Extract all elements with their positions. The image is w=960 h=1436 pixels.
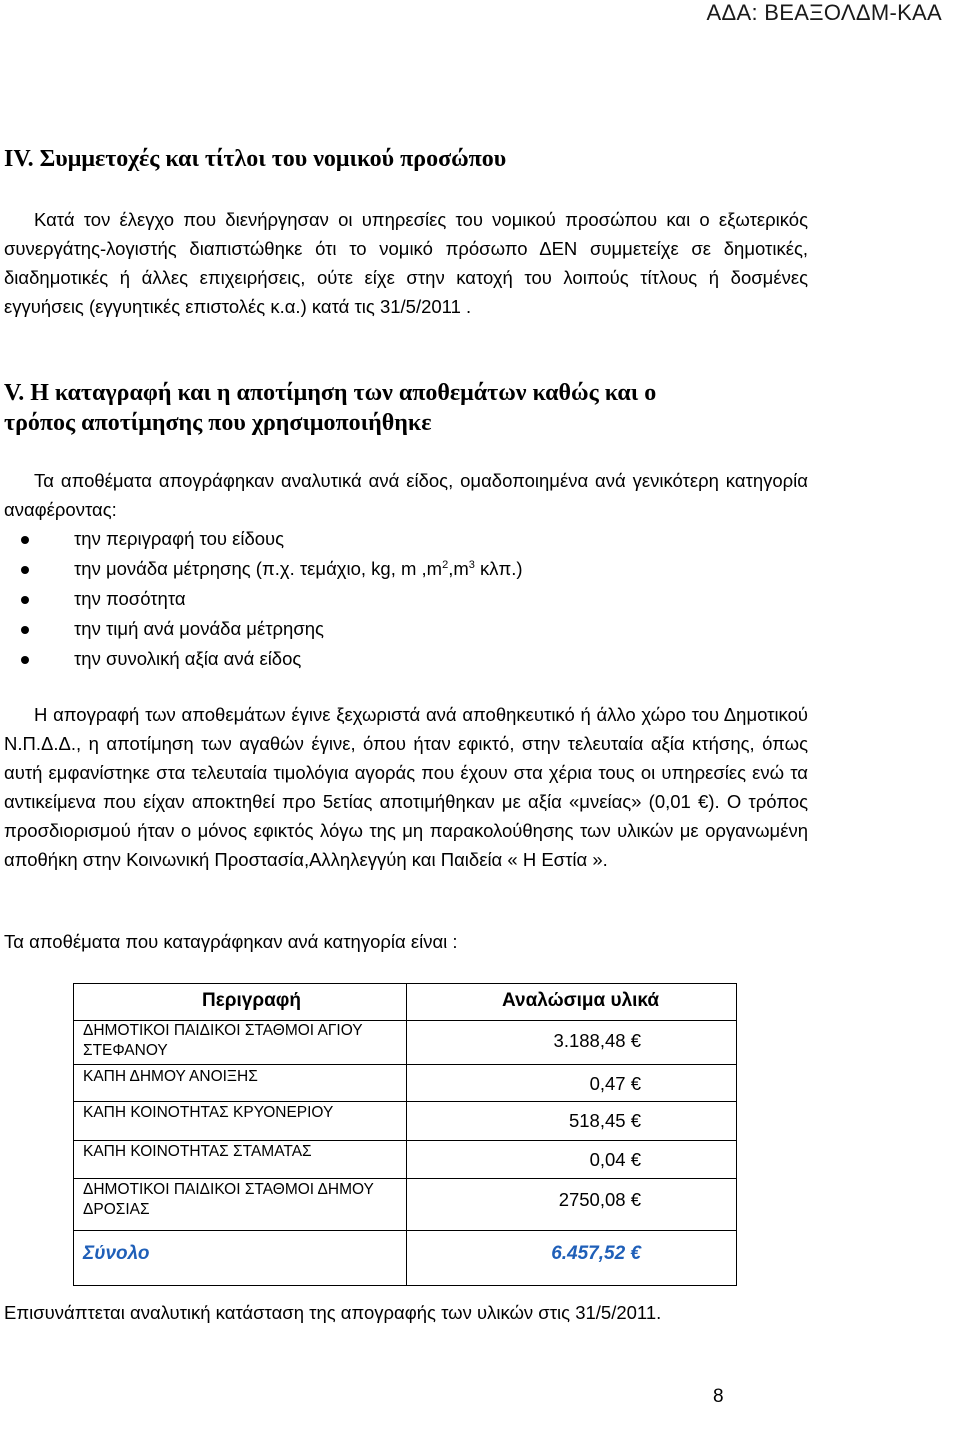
bullet-icon [21,536,29,544]
bullet-icon [21,626,29,634]
inventory-table [73,983,737,1286]
column-header-consumables: Αναλώσιμα υλικά [502,990,660,1011]
section-5-body: Η απογραφή των αποθεμάτων έγινε ξεχωριστά ανά αποθηκευτικό ή άλλο χώρο του Δημοτικού Ν.Π.Δ.Δ., η αποτίμηση των αγαθών έγινε, όπου ήταν εφικτό, στην τελευταία αξία κτήσης, όπως αυτή εμφανίστηκε στα τελευταία τιμολόγια αγοράς που έχουν στα χέρια τους οι υπηρεσίες ενώ τα αντικείμενα που είχαν αποκτηθεί προ 5ετίας αποτιμήθηκαν με αξία «μνείας» (0,01 €). Ο τρόπος προσδιορισμού ήταν ο μόνος εφικτός λόγω της μη παρακολούθησης των υλικών με οργανωμένη αποθήκη στην Κοινωνική Προστασία,Αλληλεγγύη και Παιδεία « Η Εστία ». [4,704,808,870]
row-value: 0,04 € [589,1149,641,1170]
list-item: την τιμή ανά μονάδα μέτρησης [4,614,523,644]
attachment-note: Επισυνάπτεται αναλυτική κατάσταση της απογραφής των υλικών στις 31/5/2011. [4,1302,662,1323]
row-description: ΚΑΠΗ ΔΗΜΟΥ ΑΝΟΙΞΗΣ [83,1068,258,1085]
row-description: ΚΑΠΗ ΚΟΙΝΟΤΗΤΑΣ ΣΤΑΜΑΤΑΣ [83,1143,312,1160]
row-description: ΔΗΜΟΤΙΚΟΙ ΠΑΙΔΙΚΟΙ ΣΤΑΘΜΟΙ ΑΓΙΟΥ ΣΤΕΦΑΝΟΥ [83,1022,363,1059]
row-description: ΔΗΜΟΤΙΚΟΙ ΠΑΙΔΙΚΟΙ ΣΤΑΘΜΟΙ ΔΗΜΟΥ ΔΡΟΣΙΑΣ [83,1181,374,1218]
ada-code: ΑΔΑ: ΒΕΑΞΟΛΔΜ-ΚΑΑ [706,0,942,25]
bullet-icon [21,656,29,664]
section-5-title-line1: V. Η καταγραφή και η αποτίμηση των αποθεμάτων καθώς και ο [4,380,657,406]
categories-intro: Τα αποθέματα που καταγράφηκαν ανά κατηγορία είναι : [4,931,458,952]
row-value: 2750,08 € [558,1189,641,1210]
total-value: 6.457,52 € [551,1243,641,1264]
row-value: 518,45 € [568,1110,641,1131]
column-header-description: Περιγραφή [202,990,301,1011]
page-number: 8 [713,1386,724,1407]
section-5-intro: Τα αποθέματα απογράφηκαν αναλυτικά ανά είδος, ομαδοποιημένα ανά γενικότερη κατηγορία αναφέροντας: [4,470,808,520]
total-label: Σύνολο [83,1243,150,1264]
list-item: την περιγραφή του είδους [4,524,523,554]
section-4-body: Κατά τον έλεγχο που διενήργησαν οι υπηρεσίες του νομικού προσώπου και ο εξωτερικός συνεργάτης-λογιστής διαπιστώθηκε ότι το νομικό πρόσωπο ΔΕΝ συμμετείχε σε δημοτικές, διαδημοτικές ή άλλες επιχειρήσεις, ούτε είχε στην κατοχή του λοιπούς τίτλους ή δοσμένες εγγυήσεις (εγγυητικές επιστολές κ.α.) κατά τις 31/5/2011 . [4,209,808,317]
list-item: την ποσότητα [4,584,523,614]
row-value: 0,47 € [589,1073,641,1094]
row-description: ΚΑΠΗ ΚΟΙΝΟΤΗΤΑΣ ΚΡΥΟΝΕΡΙΟΥ [83,1104,334,1121]
section-4-title: IV. Συμμετοχές και τίτλοι του νομικού προσώπου [4,146,507,172]
criteria-list [4,524,523,674]
row-value: 3.188,48 € [553,1030,641,1051]
bullet-icon [21,596,29,604]
list-item: την μονάδα μέτρησης (π.χ. τεμάχιο, kg, m $,m^2,m^3$ κλπ.) [4,554,523,584]
section-5-title-line2: τρόπος αποτίμησης που χρησιμοποιήθηκε [4,410,432,436]
bullet-icon [21,566,29,574]
list-item: την συνολική αξία ανά είδος [4,644,523,674]
